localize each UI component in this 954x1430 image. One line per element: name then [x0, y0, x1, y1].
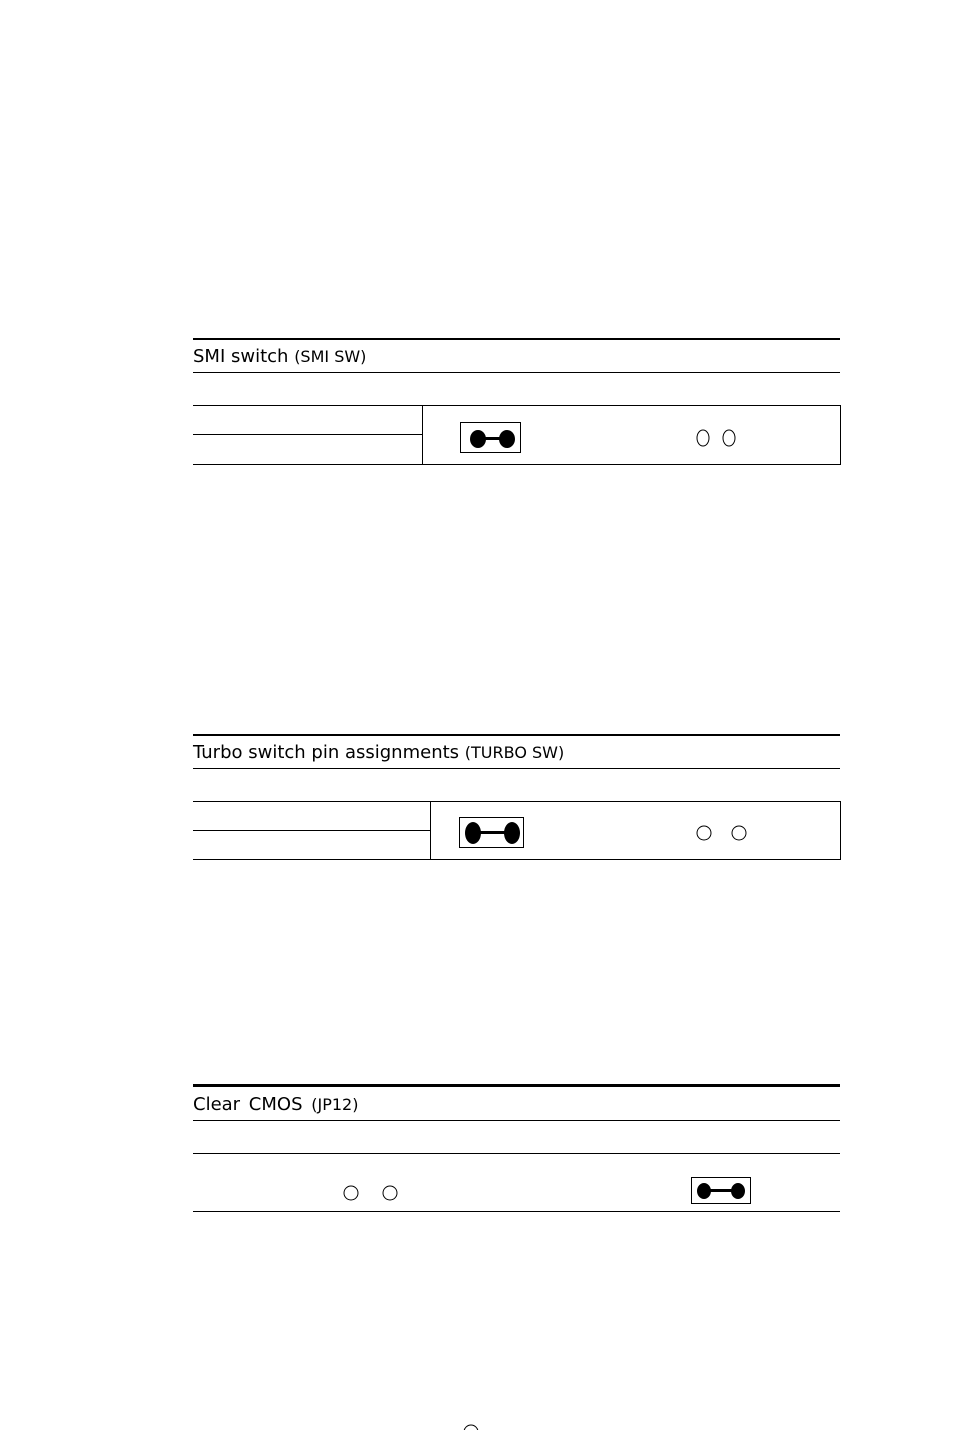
- smi-top-rule: [193, 338, 840, 340]
- jumper-closed-icon: [691, 1177, 751, 1204]
- jumper-open-icon: [340, 1183, 402, 1205]
- smi-table-bottom: [193, 464, 840, 465]
- smi-table-col-divider: [422, 405, 423, 465]
- cmos-code: (JP12): [311, 1095, 359, 1114]
- turbo-title: Turbo switch pin assignments: [193, 742, 460, 763]
- smi-table-row-divider: [193, 434, 422, 435]
- page-marker-icon: [462, 1424, 480, 1430]
- smi-title: SMI switch: [193, 346, 289, 367]
- cmos-table-top: [193, 1153, 840, 1154]
- jumper-closed-icon: [459, 817, 524, 848]
- turbo-heading: [193, 742, 564, 764]
- cmos-table-bottom: [193, 1211, 840, 1212]
- smi-code: (SMI SW): [294, 347, 367, 366]
- cmos-heading-underline: [193, 1120, 840, 1121]
- jumper-open-icon: [694, 823, 750, 845]
- cmos-title: Clear CMOS: [193, 1094, 303, 1115]
- jumper-closed-icon: [460, 422, 521, 453]
- turbo-heading-underline: [193, 768, 840, 769]
- turbo-code: (TURBO SW): [464, 743, 565, 762]
- smi-heading: [193, 346, 366, 368]
- smi-heading-underline: [193, 372, 840, 373]
- turbo-top-rule: [193, 734, 840, 736]
- turbo-table-top: [193, 801, 840, 802]
- smi-table-right-border: [840, 405, 841, 465]
- cmos-top-rule: [193, 1084, 840, 1087]
- turbo-table-right-border: [840, 801, 841, 860]
- turbo-table-row-divider: [193, 830, 430, 831]
- smi-table-top: [193, 405, 840, 406]
- jumper-open-icon: [694, 428, 738, 450]
- turbo-table-col-divider: [430, 801, 431, 860]
- turbo-table-bottom: [193, 859, 840, 860]
- cmos-heading: [193, 1094, 358, 1116]
